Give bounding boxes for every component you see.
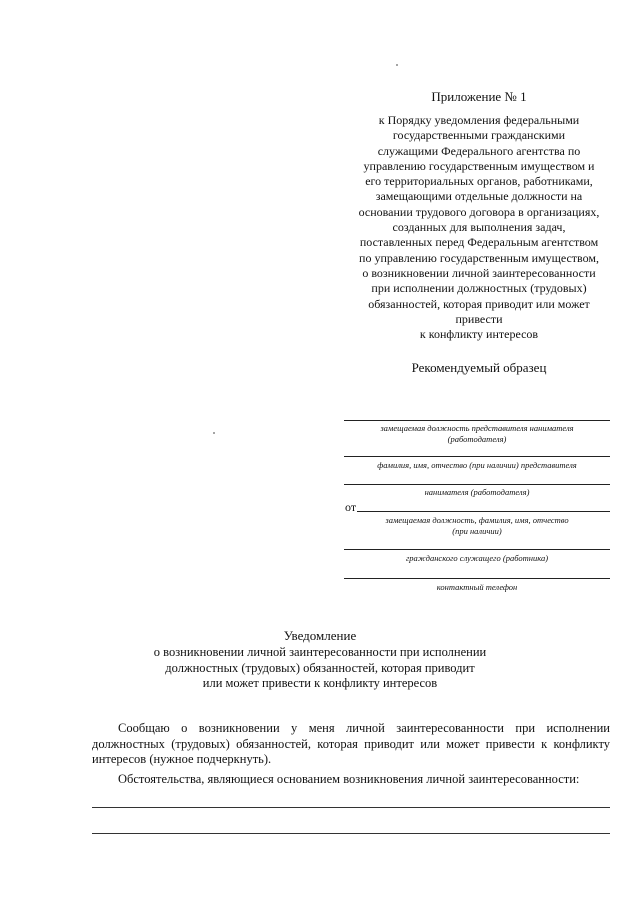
appendix-line: поставленных перед Федеральным агентством xyxy=(359,235,599,250)
appendix-line: привести xyxy=(455,311,503,326)
appendix-line: созданных для выполнения задач, xyxy=(392,220,566,235)
circumstances-line-2[interactable] xyxy=(92,833,610,834)
appendix-line: замещающими отдельные должности на xyxy=(375,189,583,204)
appendix-line: его территориальных органов, работниками, xyxy=(365,174,593,189)
appendix-title: Приложение № 1 xyxy=(431,89,527,104)
notice-subtitle-line: о возникновении личной заинтересованности при исполнении xyxy=(153,645,487,659)
appendix-line: государственными гражданскими xyxy=(392,128,566,143)
notice-paragraph-2: Обстоятельства, являющиеся основанием возникновения личной заинтересованности: xyxy=(118,772,580,786)
appendix-line: при исполнении должностных (трудовых) xyxy=(371,281,587,296)
appendix-line: управлению государственным имуществом и xyxy=(363,158,595,173)
appendix-line: о возникновении личной заинтересованности xyxy=(362,265,596,280)
scan-speck xyxy=(396,64,398,66)
recommended-sample-label: Рекомендуемый образец xyxy=(411,360,547,375)
sender-position-line[interactable] xyxy=(357,511,610,512)
circumstances-line-1[interactable] xyxy=(92,807,610,808)
appendix-line: основании трудового договора в организациях, xyxy=(358,204,600,219)
employer-position-caption: замещаемая должность представителя нанимателя (работодателя) xyxy=(380,423,574,444)
appendix-reference xyxy=(340,113,618,342)
notice-paragraph-1: Сообщаю о возникновении у меня личной заинтересованности при исполнении должностных (трудовых) обязанностей, которая приводит или может привести к конфликту интересов (нужное подчеркнуть). xyxy=(92,721,610,766)
employer-name-caption: фамилия, имя, отчество (при наличии) представителя xyxy=(377,460,577,470)
sender-position-caption: замещаемая должность, фамилия, имя, отчество (при наличии) xyxy=(385,515,569,536)
appendix-line: обязанностей, которая приводит или может xyxy=(368,296,590,311)
employer-name-line[interactable] xyxy=(344,456,610,457)
contact-phone-line[interactable] xyxy=(344,578,610,579)
contact-phone-caption: контактный телефон xyxy=(436,582,518,592)
notice-subtitle-line: или может привести к конфликту интересов xyxy=(202,676,438,690)
notice-subtitle-line: должностных (трудовых) обязанностей, которая приводит xyxy=(165,660,475,675)
appendix-line: по управлению государственным имуществом, xyxy=(359,250,599,265)
sender-name-line[interactable] xyxy=(344,549,610,550)
notice-subtitle xyxy=(0,645,640,692)
employer-name-caption-2: нанимателя (работодателя) xyxy=(424,487,530,497)
appendix-line: к Порядку уведомления федеральными xyxy=(378,113,580,127)
sender-name-caption: гражданского служащего (работника) xyxy=(405,553,549,563)
from-label: от xyxy=(345,500,357,514)
notice-title: Уведомление xyxy=(283,628,357,643)
scan-speck xyxy=(213,432,215,434)
employer-name-line-2[interactable] xyxy=(344,484,610,485)
employer-position-line[interactable] xyxy=(344,420,610,421)
appendix-line: к конфликту интересов xyxy=(419,327,539,342)
appendix-line: служащими Федерального агентства по xyxy=(377,143,581,158)
